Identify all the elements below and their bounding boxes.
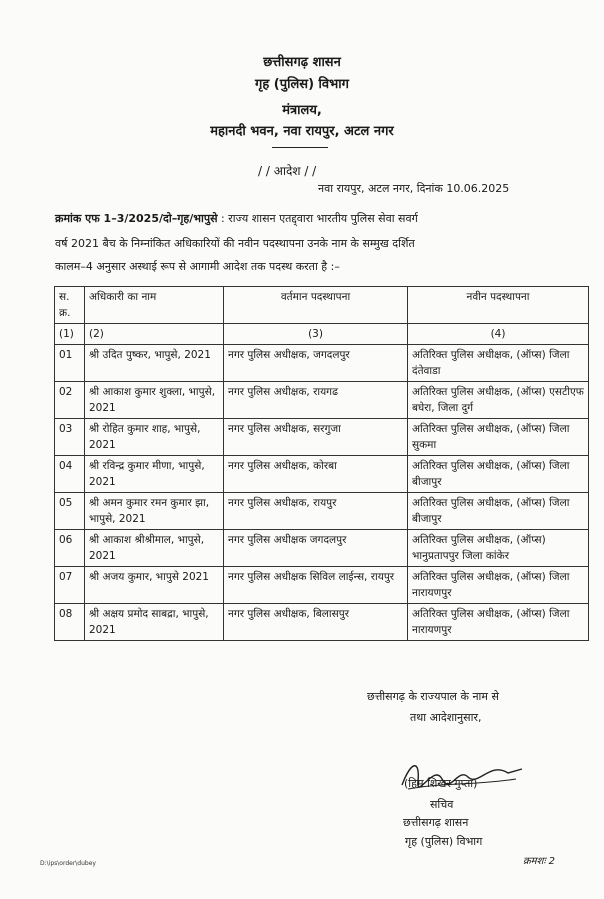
row-current: नगर पुलिस अधीक्षक, जगदलपुर [224,345,408,382]
row-serial: 02 [55,382,85,419]
row-serial: 04 [55,456,85,493]
row-officer: श्री उदित पुष्कर, भापुसे, 2021 [85,345,224,382]
row-officer: श्री आकाश श्रीश्रीमाल, भापुसे, 2021 [85,530,224,567]
colnum-1: (1) [55,324,85,345]
colnum-2: (2) [85,324,224,345]
row-current: नगर पुलिस अधीक्षक, कोरबा [224,456,408,493]
colnum-3: (3) [224,324,408,345]
header-department: गृह (पुलिस) विभाग [255,77,349,92]
row-serial: 05 [55,493,85,530]
row-current: नगर पुलिस अधीक्षक, सरगुजा [224,419,408,456]
row-new: अतिरिक्त पुलिस अधीक्षक, (ऑप्स) जिला नारायणपुर [408,604,589,641]
row-current: नगर पुलिस अधीक्षक जगदलपुर [224,530,408,567]
header-officer-name: अधिकारी का नाम [85,287,224,324]
row-officer: श्री रविन्द्र कुमार मीणा, भापुसे, 2021 [85,456,224,493]
row-officer: श्री आकाश कुमार शुक्ला, भापुसे, 2021 [85,382,224,419]
header-new-posting: नवीन पदस्थापना [408,287,589,324]
order-reference: क्रमांक एफ 1–3/2025/दो–गृह/भापुसे [55,212,218,225]
closing-line2: तथा आदेशानुसार, [410,711,482,724]
table-row [55,604,589,641]
row-officer: श्री अमन कुमार रमन कुमार झा, भापुसे, 2021 [85,493,224,530]
table-row [55,419,589,456]
row-new: अतिरिक्त पुलिस अधीक्षक, (ऑप्स) जिला बीजापुर [408,493,589,530]
row-new: अतिरिक्त पुलिस अधीक्षक, (ऑप्स) जिला सुकमा [408,419,589,456]
table-header-row [55,287,589,324]
footer-file-path: D:\ips\order\dubey [40,860,96,867]
order-title: / / आदेश / / [258,164,317,178]
colnum-4: (4) [408,324,589,345]
table-row [55,345,589,382]
closing-line1: छत्तीसगढ़ के राज्यपाल के नाम से [367,690,499,703]
row-serial: 08 [55,604,85,641]
header-govt: छत्तीसगढ़ शासन [263,55,341,70]
table-row [55,456,589,493]
header-current-posting: वर्तमान पदस्थापना [224,287,408,324]
row-new: अतिरिक्त पुलिस अधीक्षक, (ऑप्स) जिला नारायणपुर [408,567,589,604]
table-row [55,493,589,530]
continued-mark: क्रमशः 2 [523,856,556,867]
row-current: नगर पुलिस अधीक्षक, रायगढ [224,382,408,419]
header-address: महानदी भवन, नवा रायपुर, अटल नगर [210,124,394,139]
posting-table [54,286,589,641]
order-date: नवा रायपुर, अटल नगर, दिनांक 10.06.2025 [318,182,510,195]
row-new: अतिरिक्त पुलिस अधीक्षक, (ऑप्स) भानुप्रतापपुर जिला कांकेर [408,530,589,567]
row-serial: 07 [55,567,85,604]
header-serial: स. क्र. [55,287,85,324]
order-paragraph-line1-text: : राज्य शासन एतद्द्वारा भारतीय पुलिस सेवा सवर्ग [221,212,418,225]
row-current: नगर पुलिस अधीक्षक, बिलासपुर [224,604,408,641]
row-officer: श्री रोहित कुमार शाह, भापुसे, 2021 [85,419,224,456]
row-new: अतिरिक्त पुलिस अधीक्षक, (ऑप्स) जिला दंतेवाडा [408,345,589,382]
row-new: अतिरिक्त पुलिस अधीक्षक, (ऑप्स) जिला बीजापुर [408,456,589,493]
row-current: नगर पुलिस अधीक्षक सिविल लाईन्स, रायपुर [224,567,408,604]
row-officer: श्री अजय कुमार, भापुसे 2021 [85,567,224,604]
table-row [55,530,589,567]
header-divider [272,147,328,148]
signatory-govt: छत्तीसगढ़ शासन [403,816,469,829]
table-colnum-row [55,324,589,345]
signatory-designation: सचिव [430,798,454,811]
row-new: अतिरिक्त पुलिस अधीक्षक, (ऑप्स) एसटीएफ बघेरा, जिला दुर्ग [408,382,589,419]
order-paragraph-line3: कालम–4 अनुसार अस्थाई रूप से आगामी आदेश तक पदस्थ करता है :– [55,260,340,273]
order-paragraph-line2: वर्ष 2021 बैच के निम्नांकित अधिकारियों की नवीन पदस्थापना उनके नाम के सम्मुख दर्शित [55,237,415,250]
row-serial: 01 [55,345,85,382]
row-serial: 06 [55,530,85,567]
table-row [55,567,589,604]
signatory-name: (हिम शिखर गुप्ता) [404,777,478,790]
table-row [55,382,589,419]
order-paragraph-line1 [55,211,575,226]
row-officer: श्री अक्षय प्रमोद साबद्रा, भापुसे, 2021 [85,604,224,641]
row-current: नगर पुलिस अधीक्षक, रायपुर [224,493,408,530]
row-serial: 03 [55,419,85,456]
header-ministry: मंत्रालय, [282,103,322,118]
signatory-department: गृह (पुलिस) विभाग [405,835,483,848]
